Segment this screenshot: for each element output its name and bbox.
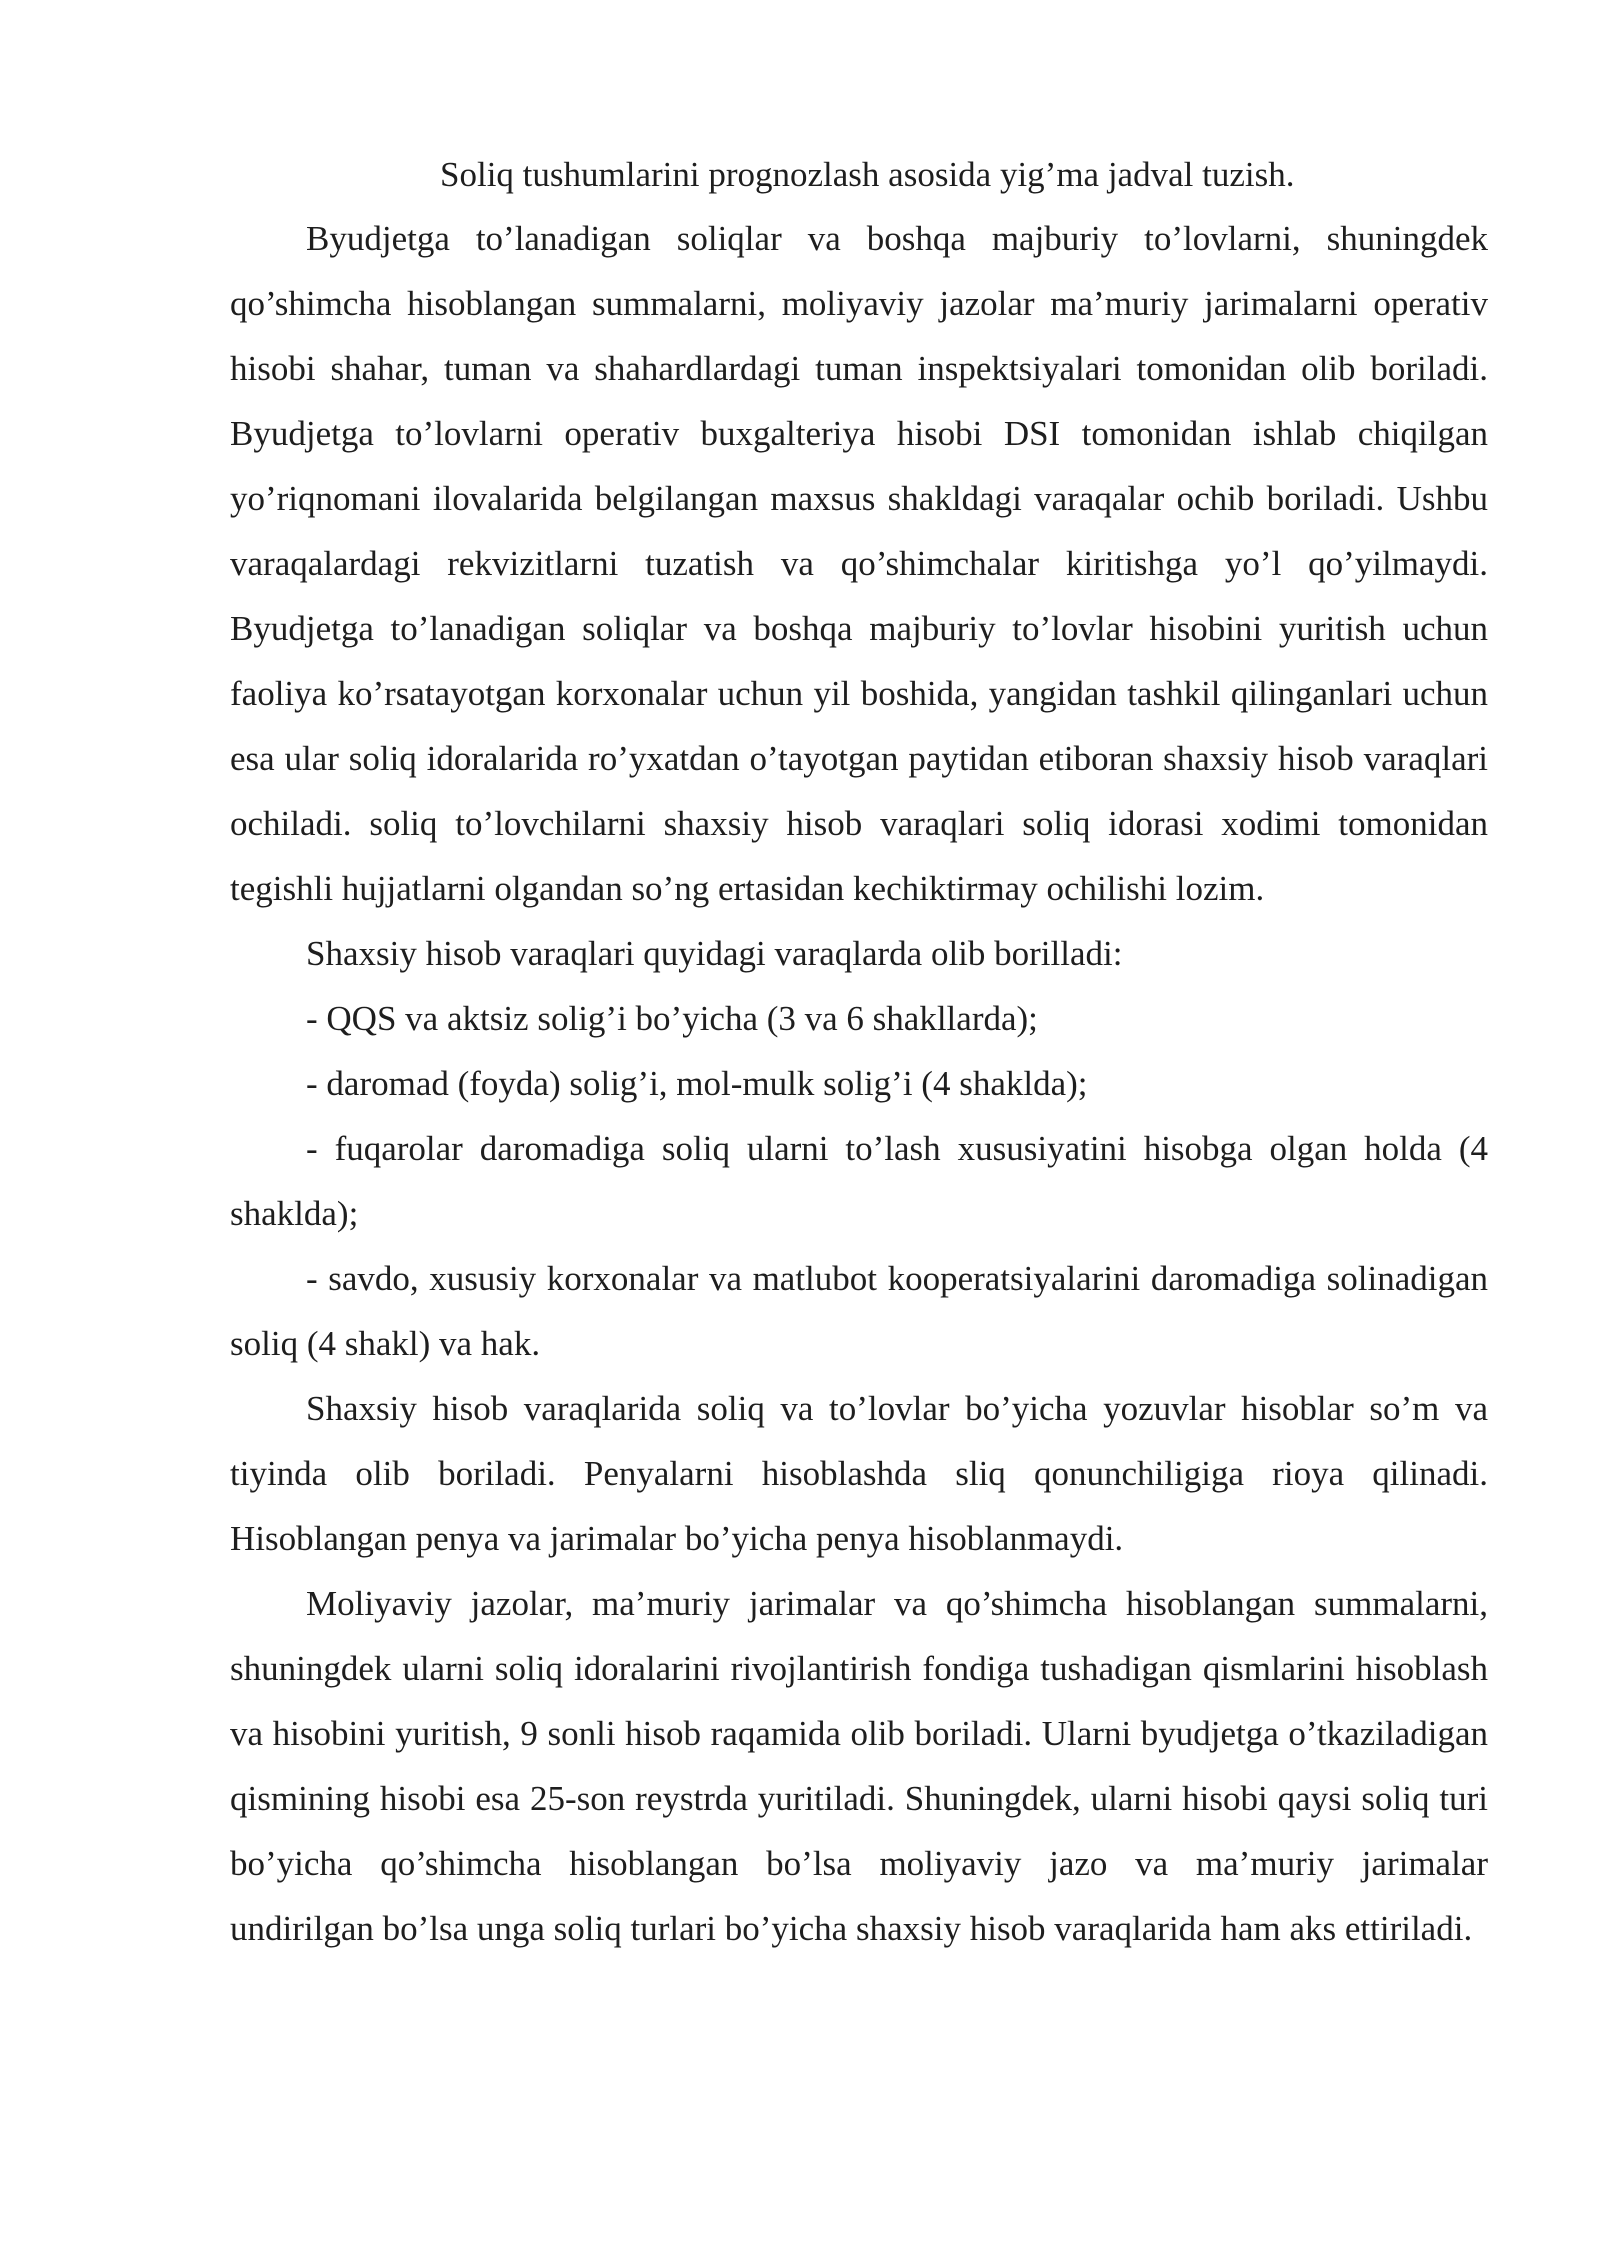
paragraph-fines-penalties: Moliyaviy jazolar, ma’muriy jarimalar va qo’shimcha hisoblangan summalarni, shuningdek ularni soliq idoralarini rivojlantirish fondiga tushadigan qismlarini hisoblash va hisobini yuritish, 9 sonli hisob raqamida olib boriladi. Ularni byudjetga o’tkaziladigan qismining hisobi esa 25-son reystrda yuritiladi. Shuningdek, ularni hisobi qaysi soliq turi bo’yicha qo’shimcha hisoblangan bo’lsa moliyaviy jazo va ma’muriy jarimalar undirilgan bo’lsa unga soliq turlari bo’yicha shaxsiy hisob varaqlarida ham aks ettiriladi. bbox=[230, 1584, 1488, 1948]
paragraph-operative-accounting: Byudjetga to’lanadigan soliqlar va boshqa majburiy to’lovlarni, shuningdek qo’shimcha hisoblangan summalarni, moliyaviy jazolar ma’muriy jarimalarni operativ hisobi shahar, tuman va shahardlardagi tuman inspektsiyalari tomonidan olib boriladi. Byudjetga to’lovlarni operativ buxgalteriya hisobi DSI tomonidan ishlab chiqilgan yo’riqnomani ilovalarida belgilangan maxsus shakldagi varaqalar ochib boriladi. Ushbu varaqalardagi rekvizitlarni tuzatish va qo’shimchalar kiritishga yo’l qo’yilmaydi. Byudjetga to’lanadigan soliqlar va boshqa majburiy to’lovlar hisobini yuritish uchun faoliya ko’rsatayotgan korxonalar uchun yil boshida, yangidan tashkil qilinganlari uchun esa ular soliq idoralarida ro’yxatdan o’tayotgan paytidan etiboran shaxsiy hisob varaqlari ochiladi. soliq to’lovchilarni shaxsiy hisob varaqlari soliq idorasi xodimi tomonidan tegishli hujjatlarni olgandan so’ng ertasidan kechiktirmay ochilishi lozim. bbox=[230, 219, 1488, 908]
paragraph-ledger-forms-intro: Shaxsiy hisob varaqlari quyidagi varaqlarda olib borilladi: bbox=[306, 934, 1123, 973]
document-page bbox=[230, 150, 1488, 1961]
document-title: Soliq tushumlarini prognozlash asosida yig’ma jadval tuzish. bbox=[440, 155, 1295, 194]
list-item-income-property-tax: - daromad (foyda) solig’i, mol-mulk solig’i (4 shaklda); bbox=[306, 1064, 1088, 1103]
list-item-vat-excise: - QQS va aktsiz solig’i bo’yicha (3 va 6 shakllarda); bbox=[306, 999, 1038, 1038]
list-item-trade-cooperative-tax: - savdo, xususiy korxonalar va matlubot kooperatsiyalarini daromadiga solinadigan soliq (4 shakl) va hak. bbox=[230, 1259, 1488, 1363]
paragraph-ledger-records: Shaxsiy hisob varaqlarida soliq va to’lovlar bo’yicha yozuvlar hisoblar so’m va tiyinda olib boriladi. Penyalarni hisoblashda sliq qonunchiligiga rioya qilinadi. Hisoblangan penya va jarimalar bo’yicha penya hisoblanmaydi. bbox=[230, 1389, 1488, 1558]
list-item-citizen-income-tax: - fuqarolar daromadiga soliq ularni to’lash xususiyatini hisobga olgan holda (4 shaklda); bbox=[230, 1129, 1488, 1233]
